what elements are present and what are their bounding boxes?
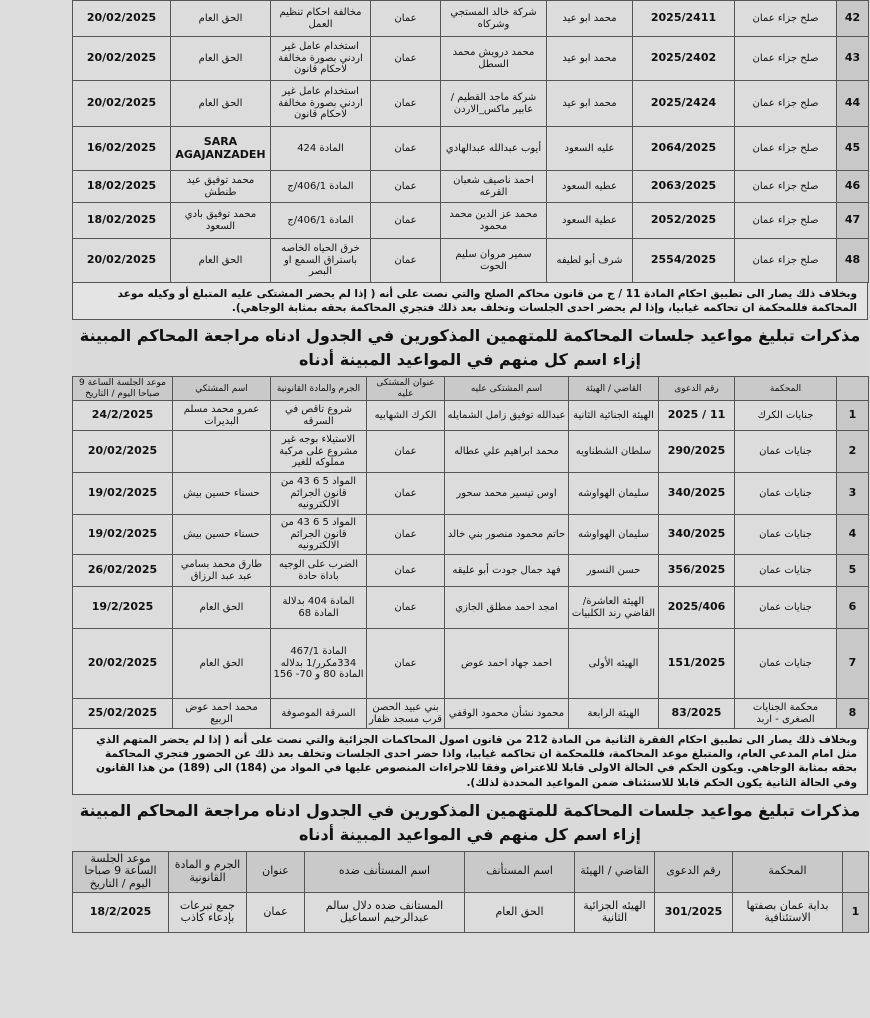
cell-accused: احمد ناصيف شعبان القرعه bbox=[441, 171, 547, 203]
cell-date: 25/02/2025 bbox=[73, 699, 173, 729]
cell-judge: الهيئة الجنائية الثانية bbox=[569, 401, 659, 431]
cell-court: محكمة الجنايات الصغرى - اربد bbox=[735, 699, 837, 729]
cell-accused: احمد جهاد احمد عوض bbox=[445, 629, 569, 699]
cell-charge: المادة 467/1 334مكرر/1 بدلاله المادة 80 و 70- 156 bbox=[271, 629, 367, 699]
cell-case: 2025/2411 bbox=[633, 1, 735, 37]
cell-address: عمان bbox=[367, 431, 445, 473]
section2-title: مذكرات تبليغ مواعيد جلسات المحاكمة للمتهمين المذكورين في الجدول ادناه مراجعة المحاكم المبينة إزاء اسم كل منهم في المواعيد المبينة أدناه bbox=[72, 320, 868, 376]
cell-date: 18/02/2025 bbox=[73, 203, 171, 239]
cell-case: 2025/2402 bbox=[633, 37, 735, 81]
cell-court: صلح جزاء عمان bbox=[735, 239, 837, 283]
cell-num: 2 bbox=[837, 431, 869, 473]
col-respondent: اسم المستأنف ضده bbox=[305, 851, 465, 892]
col-num bbox=[843, 851, 869, 892]
cell-respondent: المستانف ضده دلال سالم عبدالرحيم اسماعيل bbox=[305, 892, 465, 932]
cell-address: عمان bbox=[371, 127, 441, 171]
cell-num: 4 bbox=[837, 515, 869, 555]
cell-judge: عطيه السعود bbox=[547, 171, 633, 203]
table-row bbox=[73, 171, 869, 203]
cell-charge: المادة 406/1/ج bbox=[271, 203, 371, 239]
cell-court: جنايات عمان bbox=[735, 515, 837, 555]
felony-notice: وبخلاف ذلك يصار الى تطبيق احكام الفقرة الثانية من المادة 212 من قانون اصول المحاكمات الجزائية والتي نصت على أنه ( إذا لم يحضر المتهم الذي مثل امام المدعي العام، والمتبلغ موعد المحاكمة، فللمحكمة ان تحاكمه غيابيا، واذا حضر احدى الجلسات وتخلف بعد ذلك عن الحضور فتجري المحاكمة بحقه بمثابة الوجاهي. ويكون الحكم في الحالة الاولى قابلا للاعتراض وفقا للاجراءات المنصوص عليها في المواد من (184) الى (189) من هذا القانون وفي الحالة الثانية يكون الحكم قابلا للاستئناف ضمن المواعيد المحددة لذلك). bbox=[72, 729, 868, 795]
section3-title: مذكرات تبليغ مواعيد جلسات المحاكمة للمتهمين المذكورين في الجدول ادناه مراجعة المحاكم المبينة إزاء اسم كل منهم في المواعيد المبينة أدناه bbox=[72, 795, 868, 851]
cell-court: صلح جزاء عمان bbox=[735, 127, 837, 171]
cell-court: جنايات عمان bbox=[735, 629, 837, 699]
cell-court: بداية عمان بصفتها الاستئنافية bbox=[733, 892, 843, 932]
cell-complainant: SARA AGAJANZADEH bbox=[171, 127, 271, 171]
cell-date: 20/02/2025 bbox=[73, 1, 171, 37]
cell-charge: الاستيلاء بوجه غير مشروع على مركبة مملوكه للغير bbox=[271, 431, 367, 473]
table-row bbox=[73, 515, 869, 555]
cell-charge: استخدام عامل غير اردني بصورة مخالفة لاحكام قانون bbox=[271, 81, 371, 127]
appeal-cases-table bbox=[72, 851, 869, 933]
cell-case: 356/2025 bbox=[659, 555, 735, 587]
cell-num: 42 bbox=[837, 1, 869, 37]
cell-num: 48 bbox=[837, 239, 869, 283]
cell-accused: سمير مروان سليم الحوت bbox=[441, 239, 547, 283]
cell-accused: محمد عز الدين محمد محمود bbox=[441, 203, 547, 239]
cell-court: جنايات عمان bbox=[735, 431, 837, 473]
cell-date: 18/2/2025 bbox=[73, 892, 169, 932]
table-row bbox=[73, 1, 869, 37]
cell-num: 6 bbox=[837, 587, 869, 629]
cell-court: صلح جزاء عمان bbox=[735, 1, 837, 37]
table-row bbox=[73, 203, 869, 239]
cell-complainant: الحق العام bbox=[173, 629, 271, 699]
col-date: موعد الجلسة الساعة 9 صباحا اليوم / التاريخ bbox=[73, 851, 169, 892]
cell-judge: عطية السعود bbox=[547, 203, 633, 239]
table-row bbox=[73, 239, 869, 283]
col-date: موعد الجلسة الساعة 9 صباحا اليوم / التاريخ bbox=[73, 377, 173, 401]
table-row bbox=[73, 81, 869, 127]
cell-address: بني عبيد الحصن قرب مسجد ظفار bbox=[367, 699, 445, 729]
cell-date: 19/2/2025 bbox=[73, 587, 173, 629]
cell-accused: محمد ابراهيم علي عطاله bbox=[445, 431, 569, 473]
cell-date: 20/02/2025 bbox=[73, 431, 173, 473]
table-row bbox=[73, 401, 869, 431]
cell-charge: الضرب على الوجيه باداة حادة bbox=[271, 555, 367, 587]
cell-charge: استخدام عامل غير اردني بصورة مخالفة لاحكام قانون bbox=[271, 37, 371, 81]
cell-address: عمان bbox=[371, 171, 441, 203]
cell-accused: محمود نشأن محمود الوقفي bbox=[445, 699, 569, 729]
cell-address: عمان bbox=[371, 81, 441, 127]
cell-judge: محمد ابو عيد bbox=[547, 81, 633, 127]
cell-date: 20/02/2025 bbox=[73, 239, 171, 283]
cell-case: 290/2025 bbox=[659, 431, 735, 473]
document-sheet bbox=[72, 0, 868, 933]
cell-address: عمان bbox=[367, 629, 445, 699]
cell-accused: فهد جمال جودت أبو عليقه bbox=[445, 555, 569, 587]
cell-case: 340/2025 bbox=[659, 473, 735, 515]
cell-case: 2052/2025 bbox=[633, 203, 735, 239]
table-row bbox=[73, 629, 869, 699]
cell-address: عمان bbox=[247, 892, 305, 932]
cell-address: عمان bbox=[371, 203, 441, 239]
cell-court: جنايات عمان bbox=[735, 473, 837, 515]
cell-case: 151/2025 bbox=[659, 629, 735, 699]
cell-date: 20/02/2025 bbox=[73, 37, 171, 81]
table-row bbox=[73, 473, 869, 515]
col-court: المحكمة bbox=[733, 851, 843, 892]
col-address: عنوان المشتكى عليه bbox=[367, 377, 445, 401]
cell-date: 24/2/2025 bbox=[73, 401, 173, 431]
cell-judge: الهيئه الجزائية الثانية bbox=[575, 892, 655, 932]
cell-address: الكرك الشهابيه bbox=[367, 401, 445, 431]
table-row bbox=[73, 587, 869, 629]
cell-case: 2554/2025 bbox=[633, 239, 735, 283]
table-row bbox=[73, 127, 869, 171]
cell-case: 83/2025 bbox=[659, 699, 735, 729]
cell-judge: سلطان الشطناويه bbox=[569, 431, 659, 473]
cell-complainant: الحق العام bbox=[171, 1, 271, 37]
cell-num: 46 bbox=[837, 171, 869, 203]
cell-court: جنايات الكرك bbox=[735, 401, 837, 431]
cell-complainant: محمد توفيق بادي السعود bbox=[171, 203, 271, 239]
cell-date: 19/02/2025 bbox=[73, 515, 173, 555]
cell-complainant: عمرو محمد مسلم البديرات bbox=[173, 401, 271, 431]
cell-charge: المادة 404 بدلالة المادة 68 bbox=[271, 587, 367, 629]
cell-appellant: الحق العام bbox=[465, 892, 575, 932]
cell-accused: أيوب عبدالله عبدالهادي bbox=[441, 127, 547, 171]
cell-num: 3 bbox=[837, 473, 869, 515]
col-accused: اسم المشتكى عليه bbox=[445, 377, 569, 401]
cell-charge: المواد 5 6 43 من قانون الجرائم الالكترونيه bbox=[271, 473, 367, 515]
cell-num: 45 bbox=[837, 127, 869, 171]
cell-accused: شركة خالد المستجي وشركاه bbox=[441, 1, 547, 37]
cell-judge: محمد ابو عيد bbox=[547, 1, 633, 37]
cell-court: صلح جزاء عمان bbox=[735, 171, 837, 203]
cell-complainant: حسناء حسين بيش bbox=[173, 515, 271, 555]
cell-case: 301/2025 bbox=[655, 892, 733, 932]
cell-charge: السرقة الموصوفة bbox=[271, 699, 367, 729]
cell-date: 20/02/2025 bbox=[73, 629, 173, 699]
cell-num: 7 bbox=[837, 629, 869, 699]
cell-num: 5 bbox=[837, 555, 869, 587]
cell-num: 43 bbox=[837, 37, 869, 81]
cell-complainant: حسناء حسين بيش bbox=[173, 473, 271, 515]
cell-charge: المواد 5 6 43 من قانون الجرائم الالكترونيه bbox=[271, 515, 367, 555]
cell-complainant: الحق العام bbox=[171, 239, 271, 283]
cell-judge: شرف أبو لطيفه bbox=[547, 239, 633, 283]
cell-judge: عليه السعود bbox=[547, 127, 633, 171]
col-address: عنوان bbox=[247, 851, 305, 892]
felony-cases-table bbox=[72, 376, 869, 729]
col-appellant: اسم المستأنف bbox=[465, 851, 575, 892]
cell-address: عمان bbox=[367, 473, 445, 515]
col-case: رقم الدعوى bbox=[655, 851, 733, 892]
cell-complainant: محمد احمد عوض الربيع bbox=[173, 699, 271, 729]
cell-court: صلح جزاء عمان bbox=[735, 37, 837, 81]
table-row bbox=[73, 892, 869, 932]
cell-complainant: الحق العام bbox=[171, 81, 271, 127]
col-case: رقم الدعوى bbox=[659, 377, 735, 401]
cell-charge: المادة 406/1/ج bbox=[271, 171, 371, 203]
cell-accused: اوس تيسير محمد سحور bbox=[445, 473, 569, 515]
cell-case: 340/2025 bbox=[659, 515, 735, 555]
cell-judge: حسن النسور bbox=[569, 555, 659, 587]
cell-case: 2025/2424 bbox=[633, 81, 735, 127]
col-complainant: اسم المشتكي bbox=[173, 377, 271, 401]
cell-date: 19/02/2025 bbox=[73, 473, 173, 515]
col-charge: الجرم و المادة القانونية bbox=[169, 851, 247, 892]
cell-num: 1 bbox=[837, 401, 869, 431]
col-num bbox=[837, 377, 869, 401]
cell-charge: المادة 424 bbox=[271, 127, 371, 171]
cell-complainant: الحق العام bbox=[173, 587, 271, 629]
cell-charge: جمع تبرعات بإدعاء كاذب bbox=[169, 892, 247, 932]
cell-complainant: محمد توفيق عيد طنطش bbox=[171, 171, 271, 203]
cell-date: 26/02/2025 bbox=[73, 555, 173, 587]
col-judge: القاضي / الهيئة bbox=[569, 377, 659, 401]
cell-accused: امجد احمد مطلق الجازي bbox=[445, 587, 569, 629]
cell-num: 47 bbox=[837, 203, 869, 239]
cell-judge: الهيئة العاشرة/القاضي رند الكلبيات bbox=[569, 587, 659, 629]
cell-charge: خرق الحياه الخاصه باستراق السمع او البصر bbox=[271, 239, 371, 283]
cell-accused: حاتم محمود منصور بني خالد bbox=[445, 515, 569, 555]
col-charge: الجرم والمادة القانونية bbox=[271, 377, 367, 401]
cell-num: 44 bbox=[837, 81, 869, 127]
cell-case: 2063/2025 bbox=[633, 171, 735, 203]
cell-case: 2064/2025 bbox=[633, 127, 735, 171]
cell-accused: شركة ماجد القطيم /عابير ماكس_الاردن bbox=[441, 81, 547, 127]
table-row bbox=[73, 431, 869, 473]
cell-date: 16/02/2025 bbox=[73, 127, 171, 171]
cell-num: 8 bbox=[837, 699, 869, 729]
cell-judge: الهيئة الرابعة bbox=[569, 699, 659, 729]
cell-address: عمان bbox=[371, 37, 441, 81]
table-row bbox=[73, 699, 869, 729]
cell-judge: محمد ابو عيد bbox=[547, 37, 633, 81]
cell-date: 20/02/2025 bbox=[73, 81, 171, 127]
cell-judge: الهيئه الأولى bbox=[569, 629, 659, 699]
magistrate-notice: وبخلاف ذلك يصار الى تطبيق احكام المادة 11 / ج من قانون محاكم الصلح والتي نصت على أنه ( إذا لم يحضر المشتكى عليه المتبلغ أو وكيله موعد المحاكمة فللمحكمة ان تحاكمه غيابيا، وإذا لم يحضر احدى الجلسات وتخلف بعد ذلك فتجري المحاكمة بحقه بمثابة الوجاهي). bbox=[72, 283, 868, 320]
cell-court: جنايات عمان bbox=[735, 587, 837, 629]
cell-case: 11 / 2025 bbox=[659, 401, 735, 431]
cell-charge: مخالفة احكام تنظيم العمل bbox=[271, 1, 371, 37]
cell-address: عمان bbox=[367, 555, 445, 587]
cell-address: عمان bbox=[371, 1, 441, 37]
cell-charge: شروع تاقص في السرقه bbox=[271, 401, 367, 431]
cell-judge: سليمان الهواوشه bbox=[569, 473, 659, 515]
cell-complainant bbox=[173, 431, 271, 473]
cell-court: جنايات عمان bbox=[735, 555, 837, 587]
cell-court: صلح جزاء عمان bbox=[735, 81, 837, 127]
cell-judge: سليمان الهواوشه bbox=[569, 515, 659, 555]
cell-complainant: طارق محمد بسامي عبد عبد الرزاق bbox=[173, 555, 271, 587]
cell-num: 1 bbox=[843, 892, 869, 932]
cell-case: 2025/406 bbox=[659, 587, 735, 629]
cell-accused: محمد درويش محمد السطل bbox=[441, 37, 547, 81]
table-row bbox=[73, 555, 869, 587]
col-judge: القاضي / الهيئة bbox=[575, 851, 655, 892]
cell-complainant: الحق العام bbox=[171, 37, 271, 81]
cell-court: صلح جزاء عمان bbox=[735, 203, 837, 239]
cell-date: 18/02/2025 bbox=[73, 171, 171, 203]
col-court: المحكمة bbox=[735, 377, 837, 401]
cell-accused: عبدالله توفيق زامل الشمايله bbox=[445, 401, 569, 431]
magistrate-cases-table bbox=[72, 0, 869, 283]
cell-address: عمان bbox=[371, 239, 441, 283]
cell-address: عمان bbox=[367, 515, 445, 555]
cell-address: عمان bbox=[367, 587, 445, 629]
table-row bbox=[73, 37, 869, 81]
